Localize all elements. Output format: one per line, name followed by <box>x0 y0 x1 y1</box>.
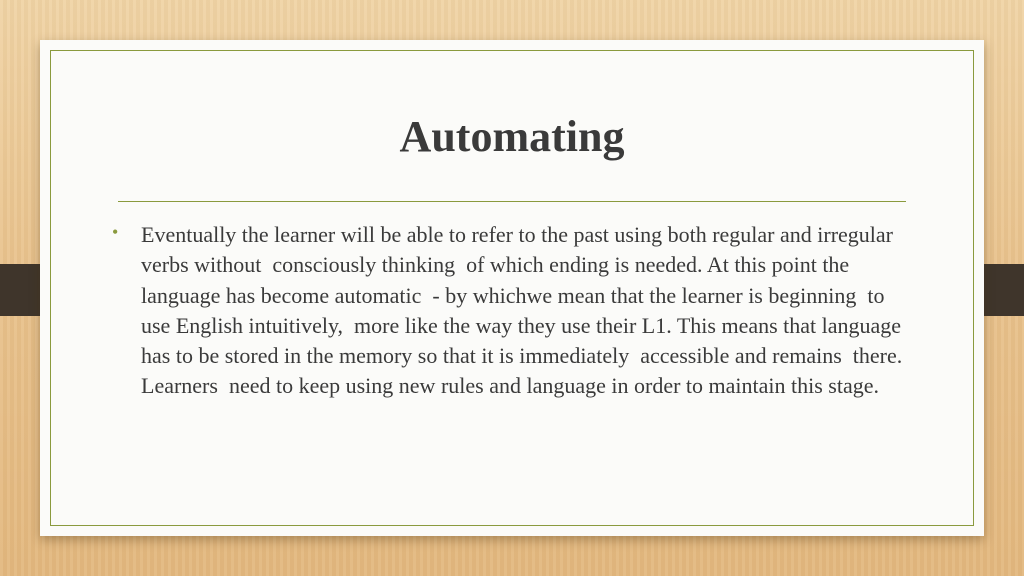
slide-card <box>40 40 984 536</box>
slide-title: Automating <box>399 112 625 161</box>
bullet-marker-icon: • <box>112 222 119 242</box>
title-divider <box>118 201 906 202</box>
bullet-item <box>112 220 912 402</box>
bullet-text: Eventually the learner will be able to refer to the past using both regular and irregular verbs without consciously thinking of which ending is needed. At this point the language has become automatic - by whichwe mean that the learner is beginning to use English intuitively, more like the way they use their L1. This means that language has to be stored in the memory so that it is immediately accessible and remains there. Learners need to keep using new rules and language in order to maintain this stage. <box>141 222 914 399</box>
slide-content <box>112 220 912 402</box>
